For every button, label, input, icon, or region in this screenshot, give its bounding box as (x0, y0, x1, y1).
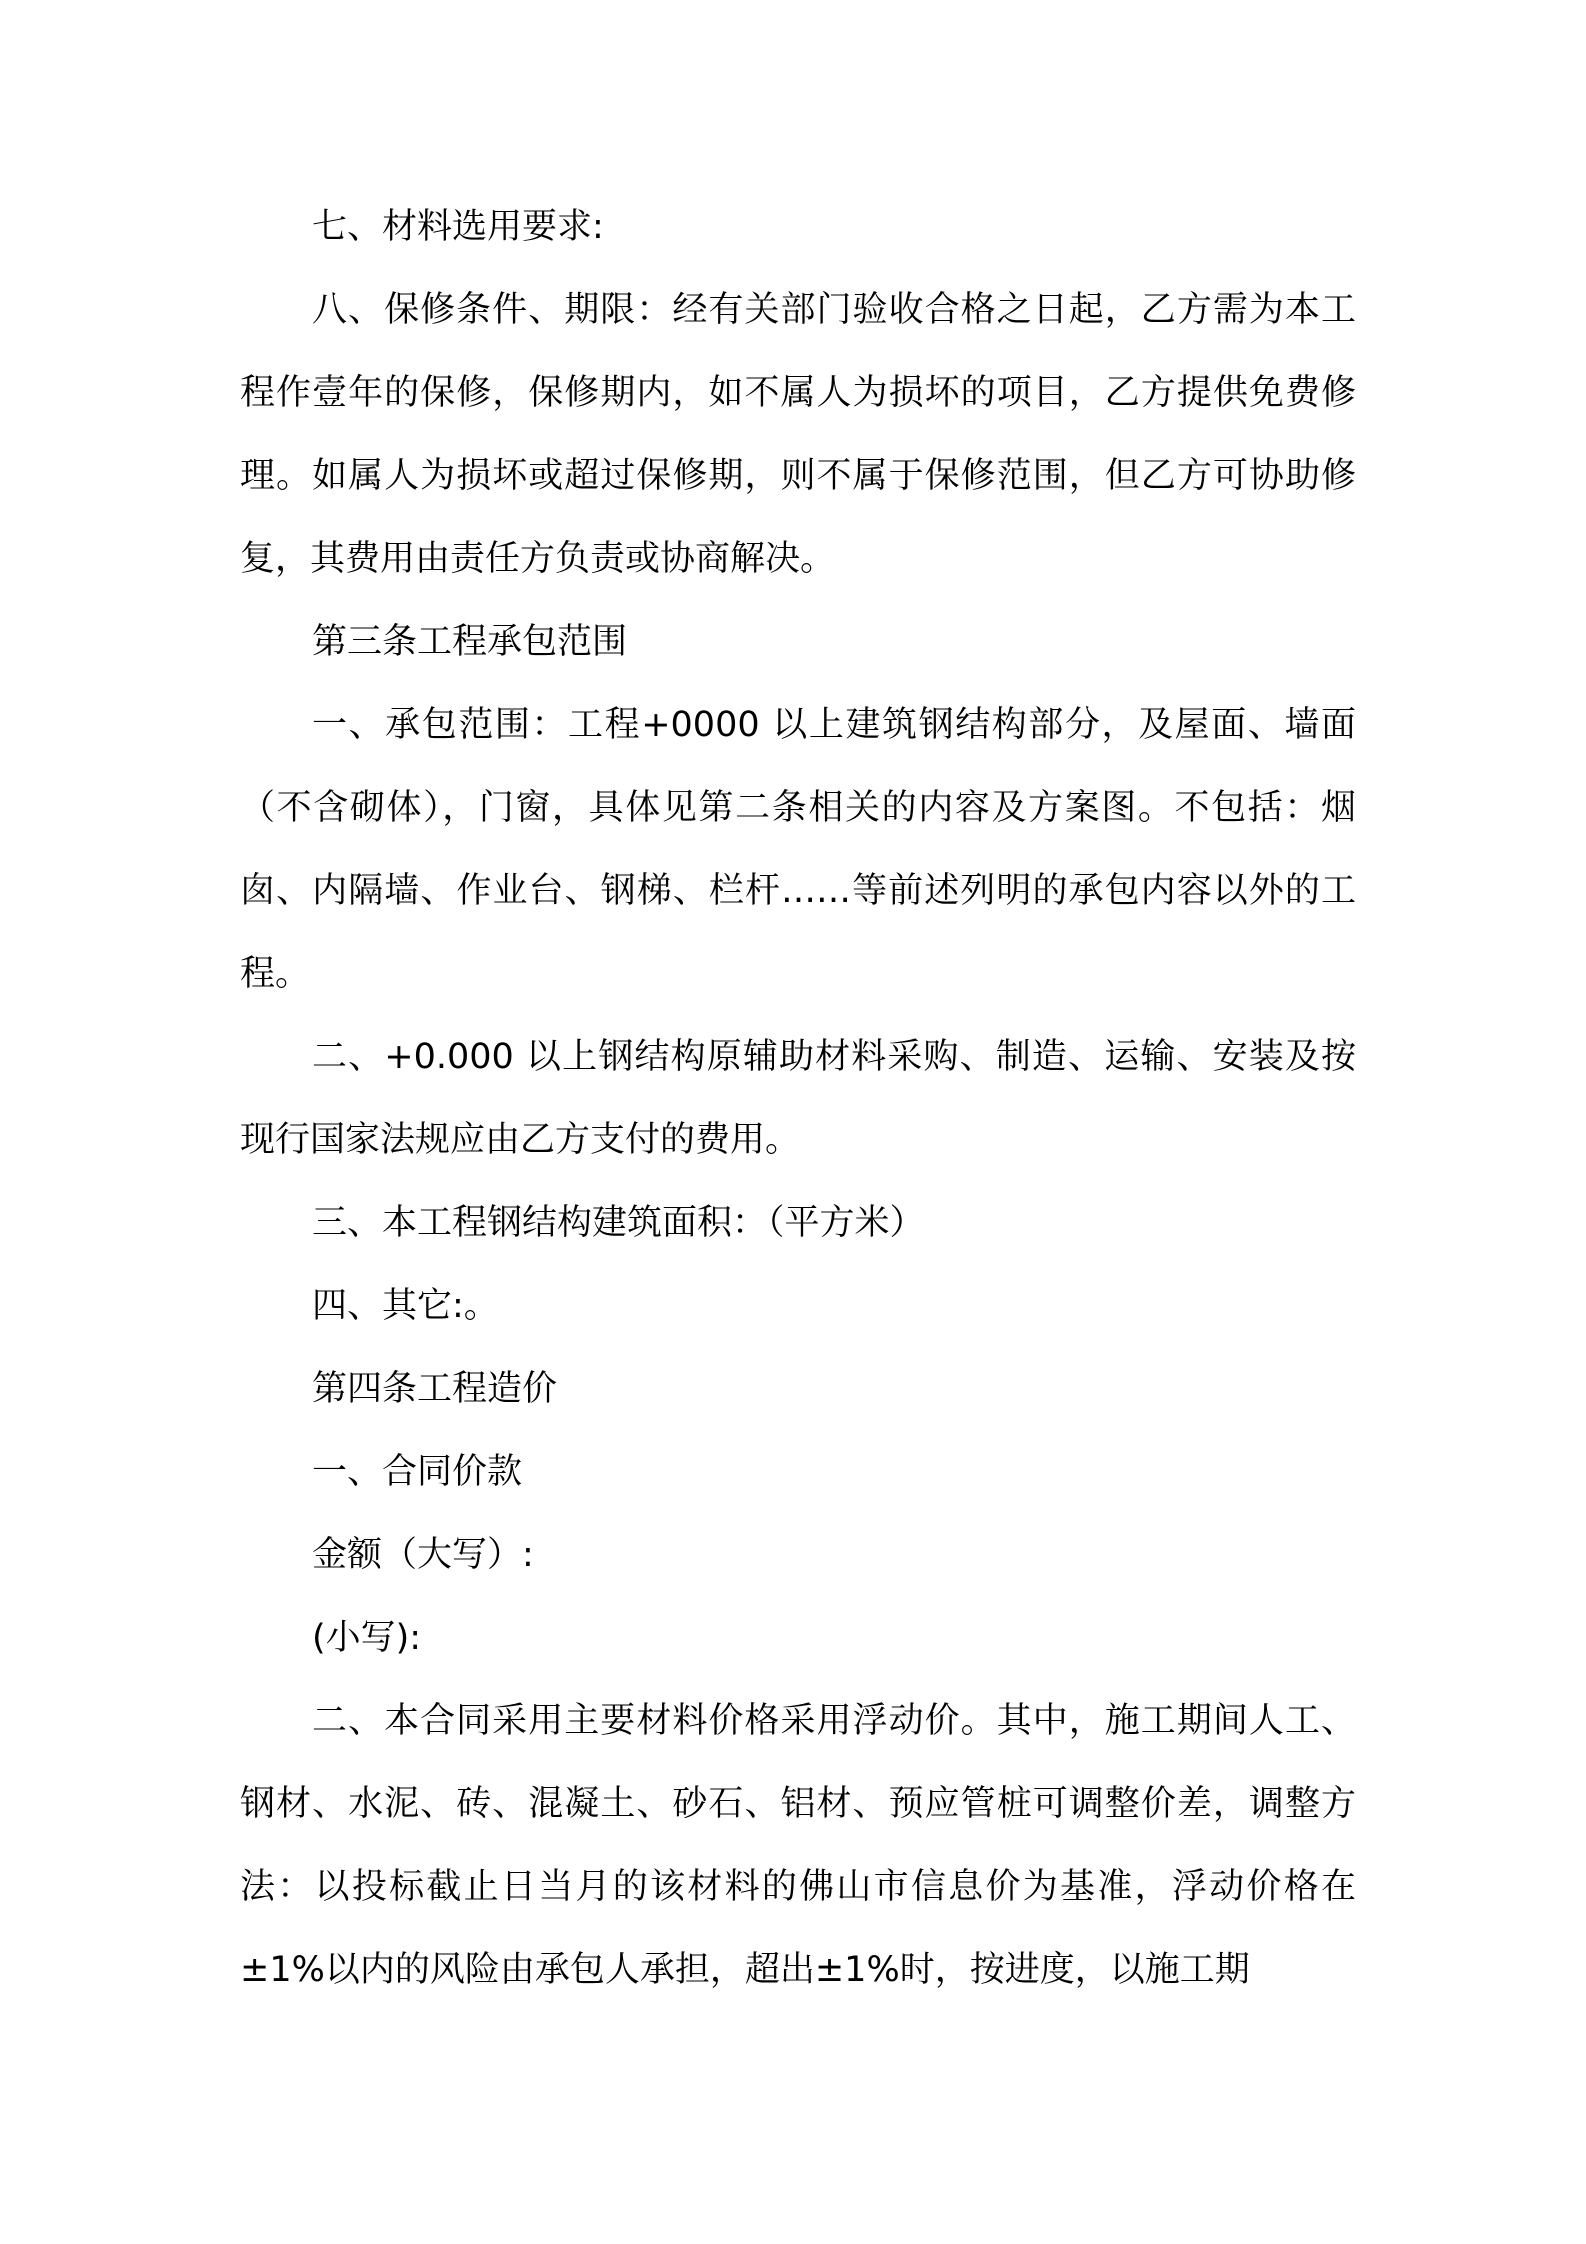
clause-contract-scope: 一、承包范围：工程+0000 以上建筑钢结构部分，及屋面、墙面（不含砌体），门窗，具体见第二条相关的内容及方案图。不包括：烟囱、内隔墙、作业台、钢梯、栏杆……等前述列明的承包内容以外的工程。 (240, 705, 1356, 994)
document-page (240, 186, 1356, 2012)
clause-steel-procurement: 二、+0.000 以上钢结构原辅助材料采购、制造、运输、安装及按现行国家法规应由乙方支付的费用。 (240, 1037, 1356, 1160)
amount-in-figures: (小写): (312, 1618, 422, 1658)
clause-building-area: 三、本工程钢结构建筑面积：（平方米） (312, 1203, 925, 1243)
amount-in-words: 金额（大写）: (312, 1535, 534, 1575)
clause-contract-price: 一、合同价款 (312, 1452, 523, 1492)
clause-warranty-terms: 八、保修条件、期限：经有关部门验收合格之日起，乙方需为本工程作壹年的保修，保修期内，如不属人为损坏的项目，乙方提供免费修理。如属人为损坏或超过保修期，则不属于保修范围，但乙方可协助修复，其费用由责任方负责或协商解决。 (240, 290, 1356, 579)
clause-floating-price: 二、本合同采用主要材料价格采用浮动价。其中，施工期间人工、钢材、水泥、砖、混凝土、砂石、铝材、预应管桩可调整价差，调整方法：以投标截止日当月的该材料的佛山市信息价为基准，浮动价格在±1%以内的风险由承包人承担，超出±1%时，按进度，以施工期 (240, 1701, 1356, 1990)
clause-materials-requirement: 七、材料选用要求: (312, 207, 604, 247)
article-4-heading: 第四条工程造价 (312, 1369, 558, 1409)
clause-others: 四、其它:。 (312, 1286, 499, 1326)
article-3-heading: 第三条工程承包范围 (312, 622, 628, 662)
